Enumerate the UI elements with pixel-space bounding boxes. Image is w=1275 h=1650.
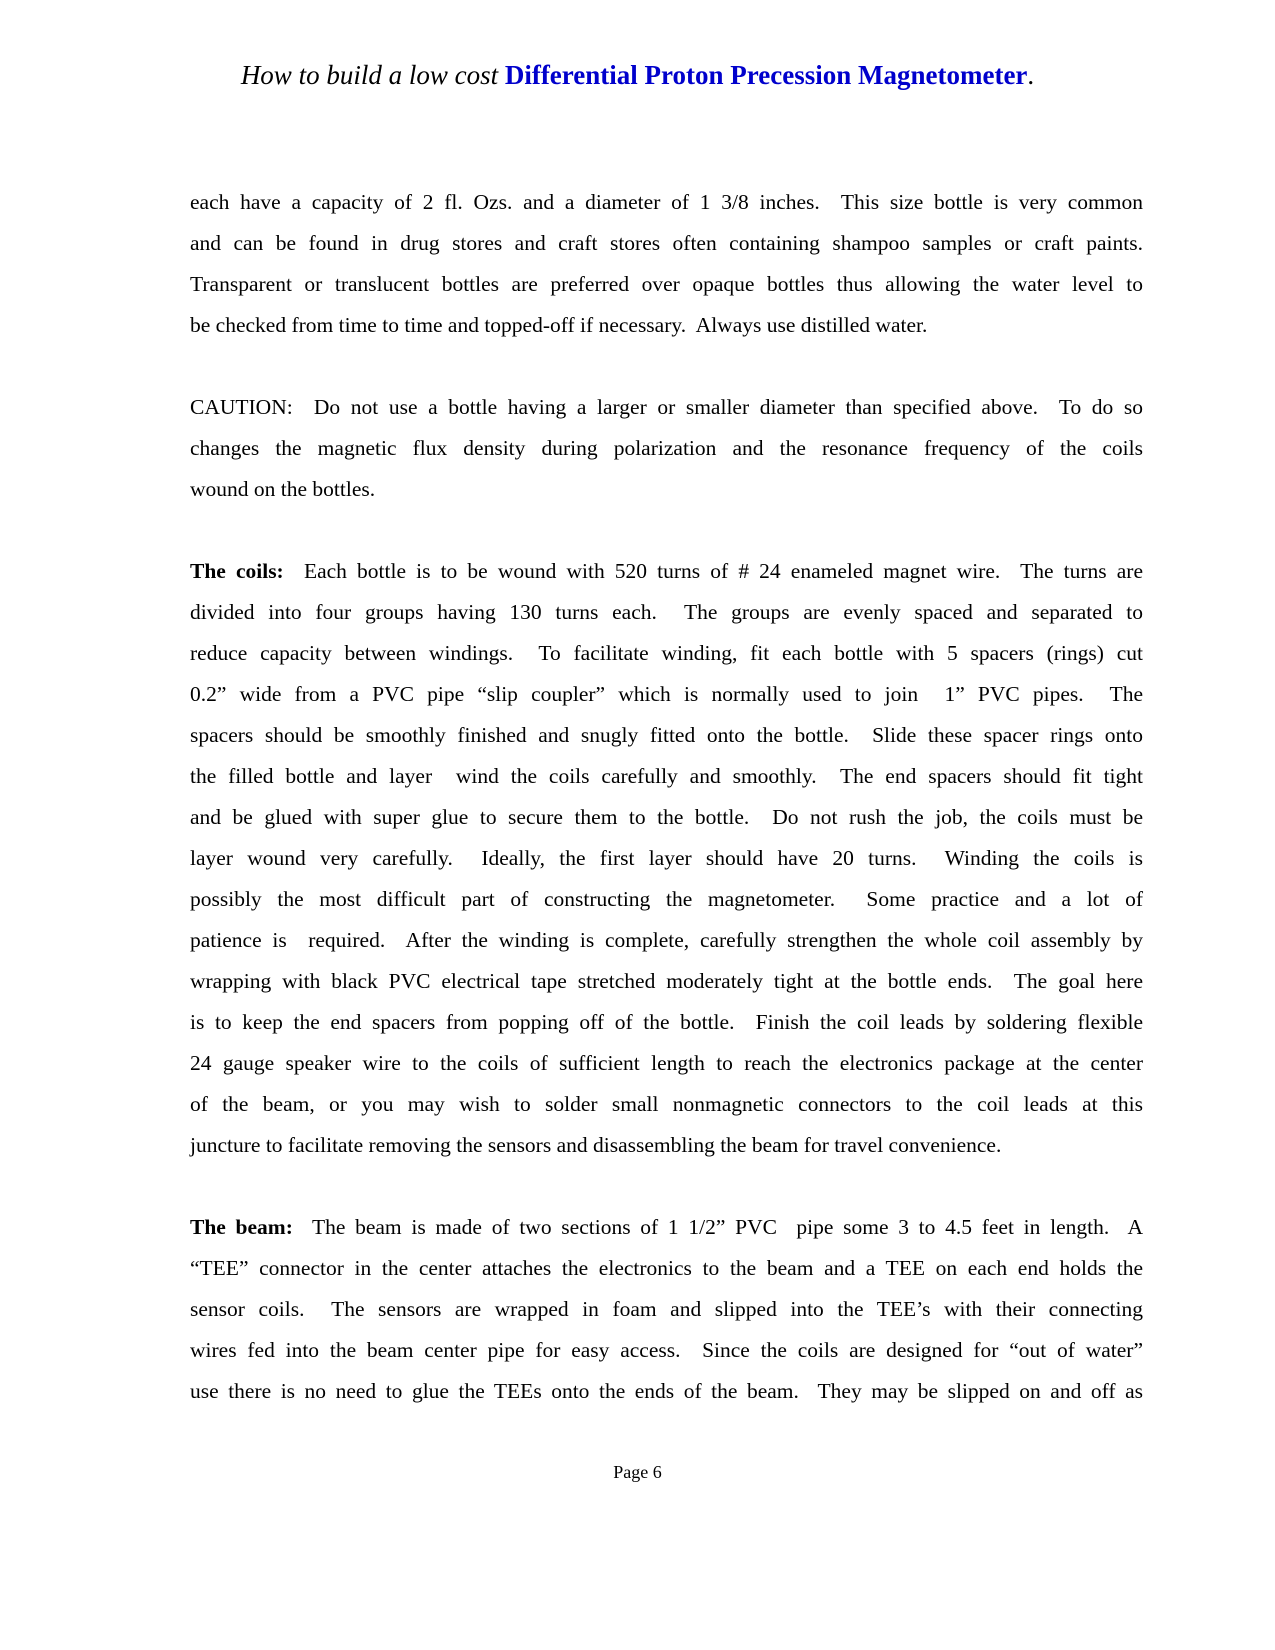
text-line-content: each have a capacity of 2 fl. Ozs. and a diameter of 1 3/8 inches. This size bottle is very common	[190, 190, 1143, 214]
header-lead: How to build a low cost	[240, 60, 505, 90]
text-line	[190, 1207, 1143, 1248]
text-line-content: The beam is made of two sections of 1 1/2” PVC pipe some 3 to 4.5 feet in length. A	[292, 1215, 1143, 1239]
text-line-content: wires fed into the beam center pipe for easy access. Since the coils are designed for “out of water”	[190, 1338, 1143, 1362]
text-line	[190, 797, 1143, 838]
header-period: .	[1027, 60, 1035, 90]
document-body	[190, 182, 1143, 1453]
text-line	[190, 592, 1143, 633]
text-line	[190, 715, 1143, 756]
text-line	[190, 428, 1143, 469]
header-title: Differential Proton Precession Magnetometer	[504, 60, 1028, 90]
text-line	[190, 551, 1143, 592]
text-line	[190, 1125, 1143, 1166]
text-line-content: be checked from time to time and topped-off if necessary. Always use distilled water.	[190, 313, 928, 337]
text-line	[190, 264, 1143, 305]
text-line	[190, 1289, 1143, 1330]
text-line-content: 24 gauge speaker wire to the coils of sufficient length to reach the electronics package at the center	[190, 1051, 1143, 1075]
paragraph-beam	[190, 1207, 1143, 1412]
text-line-content: “TEE” connector in the center attaches the electronics to the beam and a TEE on each end holds the	[190, 1256, 1143, 1280]
text-line	[190, 305, 1143, 346]
text-line	[190, 182, 1143, 223]
text-line-content: reduce capacity between windings. To facilitate winding, fit each bottle with 5 spacers (rings) cut	[190, 641, 1143, 665]
text-line-content: use there is no need to glue the TEEs onto the ends of the beam. They may be slipped on and off as	[190, 1379, 1143, 1403]
text-line-content: juncture to facilitate removing the sensors and disassembling the beam for travel convenience.	[190, 1133, 1002, 1157]
text-line	[190, 1002, 1143, 1043]
text-line	[190, 879, 1143, 920]
paragraph-bottles	[190, 182, 1143, 346]
page-number: Page 6	[613, 1462, 662, 1482]
text-line-content: sensor coils. The sensors are wrapped in foam and slipped into the TEE’s with their connecting	[190, 1297, 1143, 1321]
text-line	[190, 387, 1143, 428]
text-line	[190, 1330, 1143, 1371]
text-line-content: is to keep the end spacers from popping off of the bottle. Finish the coil leads by soldering flexible	[190, 1010, 1143, 1034]
text-line-content: patience is required. After the winding is complete, carefully strengthen the whole coil assembly by	[190, 928, 1143, 952]
text-line-content: of the beam, or you may wish to solder small nonmagnetic connectors to the coil leads at this	[190, 1092, 1143, 1116]
paragraph-caution	[190, 387, 1143, 510]
text-line-content: Transparent or translucent bottles are preferred over opaque bottles thus allowing the water level to	[190, 272, 1143, 296]
text-line	[190, 674, 1143, 715]
text-line	[190, 961, 1143, 1002]
paragraph-coils	[190, 551, 1143, 1166]
text-line	[190, 633, 1143, 674]
text-line	[190, 1248, 1143, 1289]
text-line	[190, 1043, 1143, 1084]
text-line-content: layer wound very carefully. Ideally, the first layer should have 20 turns. Winding the coils is	[190, 846, 1143, 870]
text-line-content: divided into four groups having 130 turns each. The groups are evenly spaced and separated to	[190, 600, 1143, 624]
section-runin-heading: The coils:	[190, 559, 284, 583]
text-line-content: the filled bottle and layer wind the coils carefully and smoothly. The end spacers should fit tight	[190, 764, 1143, 788]
text-line	[190, 838, 1143, 879]
text-line-content: CAUTION: Do not use a bottle having a larger or smaller diameter than specified above. To do so	[190, 395, 1143, 419]
text-line	[190, 469, 1143, 510]
text-line-content: 0.2” wide from a PVC pipe “slip coupler” which is normally used to join 1” PVC pipes. The	[190, 682, 1143, 706]
text-line-content: wrapping with black PVC electrical tape stretched moderately tight at the bottle ends. The goal here	[190, 969, 1143, 993]
text-line-content: and be glued with super glue to secure them to the bottle. Do not rush the job, the coils must be	[190, 805, 1143, 829]
text-line-content: spacers should be smoothly finished and snugly fitted onto the bottle. Slide these spacer rings onto	[190, 723, 1143, 747]
text-line-content: wound on the bottles.	[190, 477, 376, 501]
text-line	[190, 920, 1143, 961]
text-line-content: changes the magnetic flux density during polarization and the resonance frequency of the coils	[190, 436, 1143, 460]
text-line	[190, 756, 1143, 797]
text-line	[190, 1371, 1143, 1412]
text-line-content: and can be found in drug stores and craft stores often containing shampoo samples or craft paints.	[190, 231, 1143, 255]
text-line	[190, 1084, 1143, 1125]
text-line	[190, 223, 1143, 264]
text-line-content: possibly the most difficult part of constructing the magnetometer. Some practice and a lot of	[190, 887, 1143, 911]
text-line-content: Each bottle is to be wound with 520 turns of # 24 enameled magnet wire. The turns are	[283, 559, 1143, 583]
document-header	[0, 58, 1275, 92]
section-runin-heading: The beam:	[190, 1215, 293, 1239]
